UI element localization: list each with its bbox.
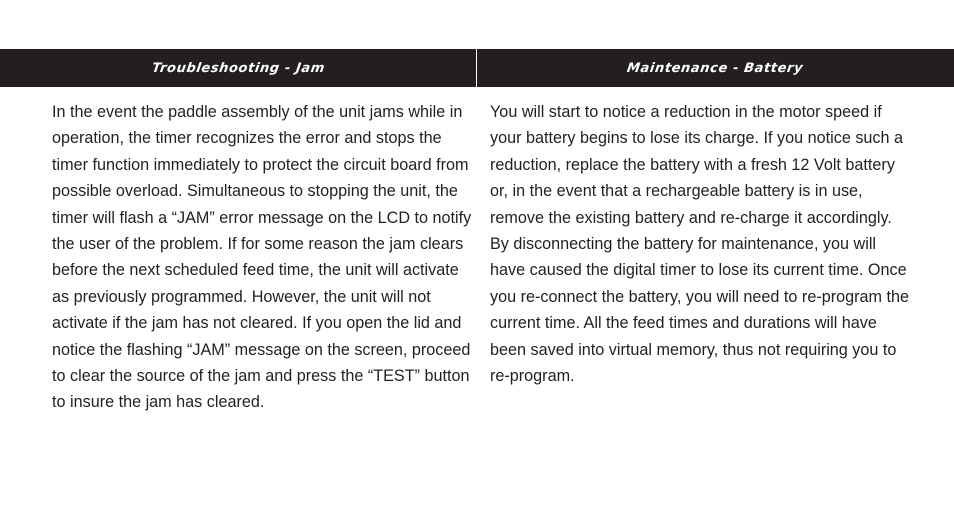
section-title: Troubleshooting - Jam (150, 60, 326, 76)
troubleshooting-jam-section (0, 49, 476, 416)
section-header (0, 49, 476, 87)
section-header (477, 49, 954, 87)
maintenance-battery-section (477, 49, 954, 389)
section-body (477, 87, 910, 389)
paragraph: In the event the paddle assembly of the unit jams while in operation, the timer recognizes the error and stops the timer function immediately to protect the circuit board from possible overload. Simultaneous to stopping the unit, the timer will flash a “JAM” error message on the LCD to notify the user of the problem. If for some reason the jam clears before the next scheduled feed time, the unit will activate as previously programmed. However, the unit will not activate if the jam has not cleared. If you open the lid and notice the flashing “JAM” message on the screen, proceed to clear the source of the jam and press the “TEST” button to insure the jam has cleared. (52, 103, 472, 412)
paragraph: You will start to notice a reduction in the motor speed if your battery begins to lose its charge. If you notice such a reduction, replace the battery with a fresh 12 Volt battery or, in the event that a rechargeable battery is in use, remove the existing battery and re-charge it accordingly. (490, 103, 904, 227)
section-body (0, 87, 472, 416)
paragraph: By disconnecting the battery for maintenance, you will have caused the digital timer to lose its current time. Once you re-connect the battery, you will need to re-program the current time. All the feed times and durations will have been saved into virtual memory, thus not requiring you to re-program. (490, 235, 909, 386)
section-title: Maintenance - Battery (626, 60, 805, 76)
